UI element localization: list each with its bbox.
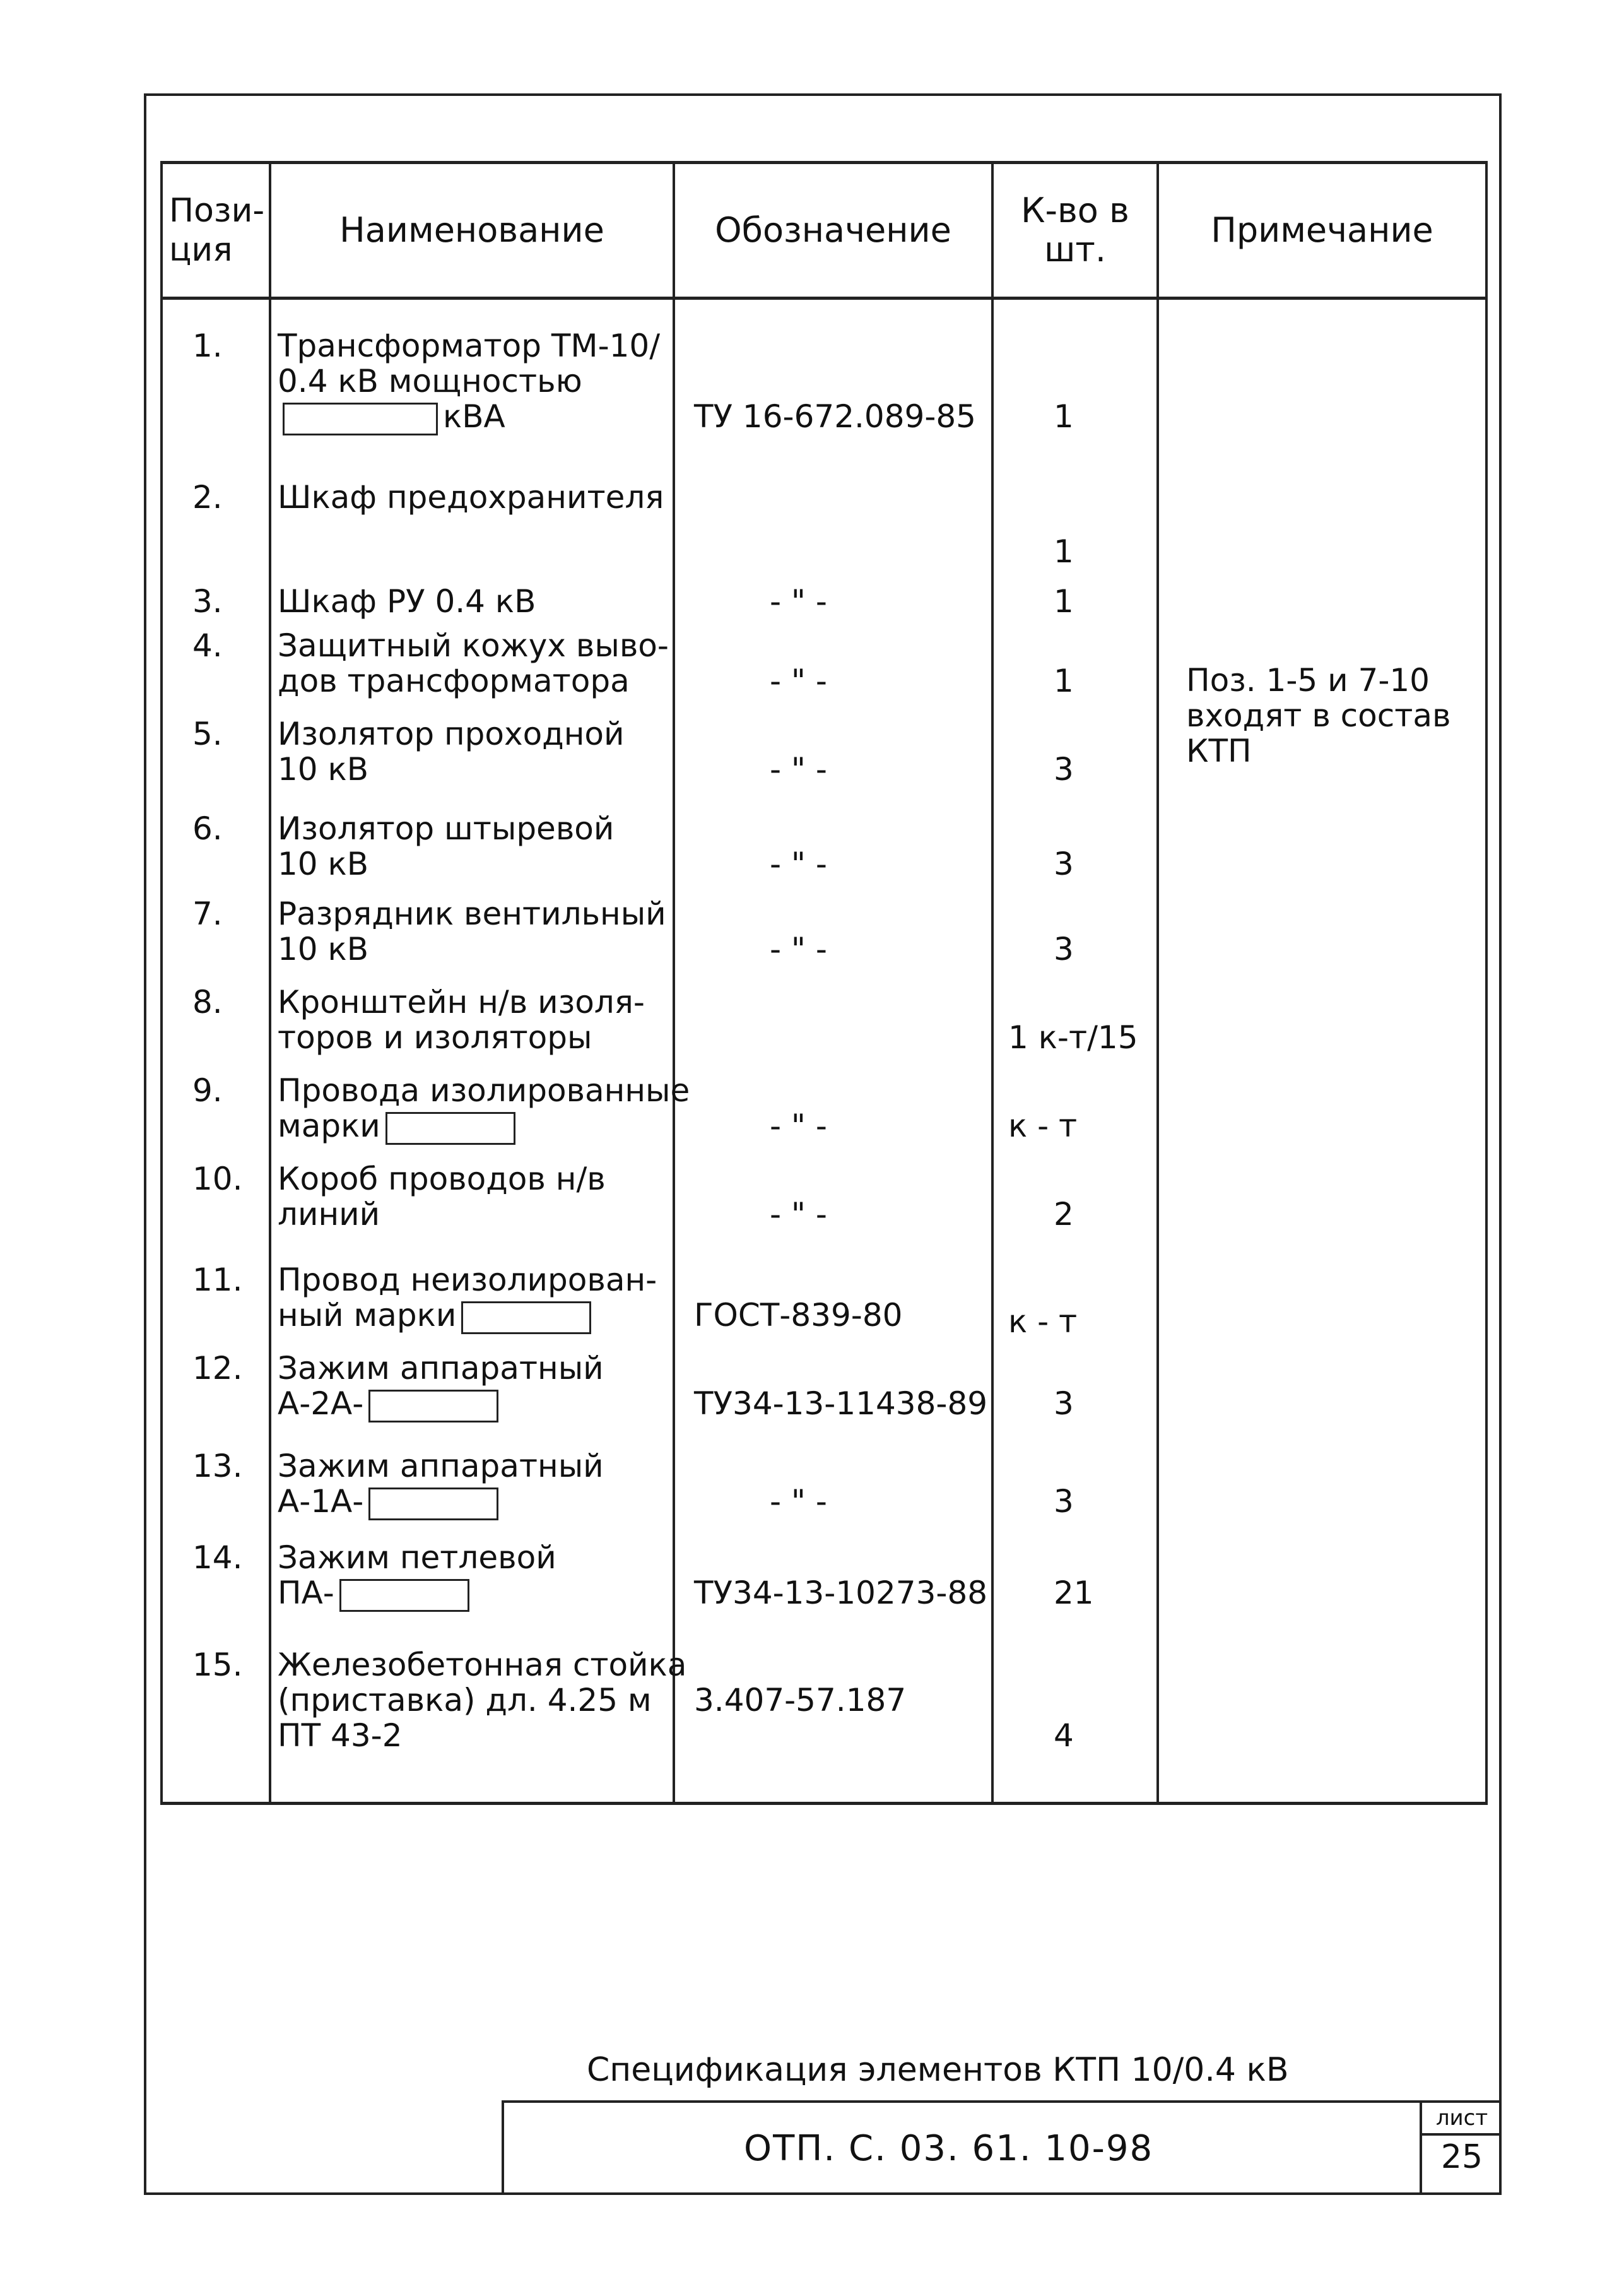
row-designation: - " -: [770, 1483, 827, 1520]
row-qty: 2: [1054, 1196, 1074, 1233]
blank-field: [283, 403, 438, 435]
row-pos: 5.: [192, 716, 223, 752]
header-pos: Пози- ция: [162, 163, 270, 299]
row-name-line: Зажим аппаратный: [278, 1448, 604, 1484]
row-pos: 2.: [192, 479, 223, 516]
row-designation: ГОСТ-839-80: [694, 1297, 903, 1334]
row-pos: 1.: [192, 328, 223, 364]
row-name-line: 10 кВ: [278, 751, 369, 788]
row-name-line: Шкаф предохранителя: [278, 479, 664, 516]
blank-field: [385, 1112, 515, 1145]
row-pos: 8.: [192, 984, 223, 1020]
header-qty: К-во в шт.: [992, 163, 1158, 299]
title-block: [502, 2100, 1502, 2195]
row-designation: ТУ34-13-11438-89: [694, 1385, 988, 1422]
sheet-label: лист: [1422, 2103, 1502, 2136]
row-name-line: торов и изоляторы: [278, 1019, 592, 1056]
blank-field: [461, 1301, 591, 1334]
row-name-line: А-2А-: [278, 1386, 503, 1422]
row-designation: ТУ 16-672.089-85: [694, 398, 976, 435]
row-qty: 1: [1054, 398, 1074, 435]
row-name-line: ПТ 43-2: [278, 1717, 403, 1754]
note-line: КТП: [1186, 733, 1252, 769]
row-qty: 21: [1054, 1575, 1094, 1611]
header-name: Наименование: [270, 163, 674, 299]
row-pos: 7.: [192, 896, 223, 932]
row-qty: к - т: [1008, 1303, 1078, 1340]
row-pos: 4.: [192, 627, 223, 664]
blank-field: [368, 1390, 498, 1422]
blank-field: [339, 1579, 469, 1612]
row-qty: 3: [1054, 846, 1074, 882]
row-name-line: Разрядник вентильный: [278, 896, 666, 932]
row-name-line: Изолятор штыревой: [278, 810, 615, 847]
row-name-line: А-1А-: [278, 1484, 503, 1520]
row-designation: - " -: [770, 846, 827, 882]
row-qty: 3: [1054, 751, 1074, 788]
row-name-line: ный марки: [278, 1298, 596, 1334]
blank-field: [368, 1488, 498, 1520]
row-pos: 14.: [192, 1539, 243, 1576]
row-name-line: кВА: [278, 399, 505, 435]
row-designation: - " -: [770, 931, 827, 967]
row-name-line: марки: [278, 1108, 521, 1145]
row-pos: 10.: [192, 1161, 243, 1197]
sheet-box: [1420, 2103, 1502, 2195]
row-qty: 4: [1054, 1717, 1074, 1754]
note-line: Поз. 1-5 и 7-10: [1186, 662, 1430, 699]
row-name-line: Провод неизолирован-: [278, 1262, 657, 1298]
row-name-line: Защитный кожух выво-: [278, 627, 669, 664]
row-name-line: Зажим аппаратный: [278, 1350, 604, 1387]
row-pos: 9.: [192, 1072, 223, 1109]
row-pos: 12.: [192, 1350, 243, 1387]
row-name-line: Шкаф РУ 0.4 кВ: [278, 583, 536, 620]
row-designation: - " -: [770, 583, 827, 620]
row-name-line: Короб проводов н/в: [278, 1161, 606, 1197]
note-text: [1186, 663, 1450, 769]
row-qty: к - т: [1008, 1108, 1078, 1144]
row-name-line: Трансформатор ТМ-10/: [278, 328, 661, 364]
row-designation: ТУ34-13-10273-88: [694, 1575, 988, 1611]
row-qty: 3: [1054, 1385, 1074, 1422]
row-pos: 13.: [192, 1448, 243, 1484]
row-name-line: дов трансформатора: [278, 663, 630, 699]
row-name-line: 10 кВ: [278, 846, 369, 882]
row-name-line: Изолятор проходной: [278, 716, 625, 752]
row-pos: 15.: [192, 1647, 243, 1683]
row-designation: - " -: [770, 663, 827, 699]
row-name-line: линий: [278, 1196, 380, 1233]
note-line: входят в состав: [1186, 697, 1451, 734]
row-pos: 11.: [192, 1262, 243, 1298]
row-name-line: 10 кВ: [278, 931, 369, 967]
row-name-line: Зажим петлевой: [278, 1539, 556, 1576]
row-qty: 1 к-т/15: [1008, 1019, 1138, 1056]
row-name-line: Железобетонная стойка: [278, 1647, 687, 1683]
row-name-line: ПА-: [278, 1575, 474, 1612]
row-qty: 1: [1054, 663, 1074, 699]
row-name-line: Кронштейн н/в изоля-: [278, 984, 645, 1020]
sheet-number: 25: [1440, 2138, 1483, 2176]
sheet-title: Спецификация элементов КТП 10/0.4 кВ: [587, 2051, 1289, 2089]
row-name-line: (приставка) дл. 4.25 м: [278, 1682, 652, 1718]
row-qty: 1: [1054, 583, 1074, 620]
row-pos: 3.: [192, 583, 223, 620]
row-designation: - " -: [770, 1108, 827, 1144]
row-pos: 6.: [192, 810, 223, 847]
row-designation: - " -: [770, 751, 827, 788]
row-name-line: Провода изолированные: [278, 1072, 690, 1109]
header-note: Примечание: [1158, 163, 1486, 299]
doc-code: ОТП. С. 03. 61. 10-98: [744, 2128, 1154, 2169]
row-name-line: 0.4 кВ мощностью: [278, 363, 582, 399]
row-designation: - " -: [770, 1196, 827, 1233]
row-qty: 3: [1054, 931, 1074, 967]
row-qty: 1: [1054, 533, 1074, 570]
header-designation: Обозначение: [674, 163, 992, 299]
row-designation: 3.407-57.187: [694, 1682, 907, 1718]
row-qty: 3: [1054, 1483, 1074, 1520]
